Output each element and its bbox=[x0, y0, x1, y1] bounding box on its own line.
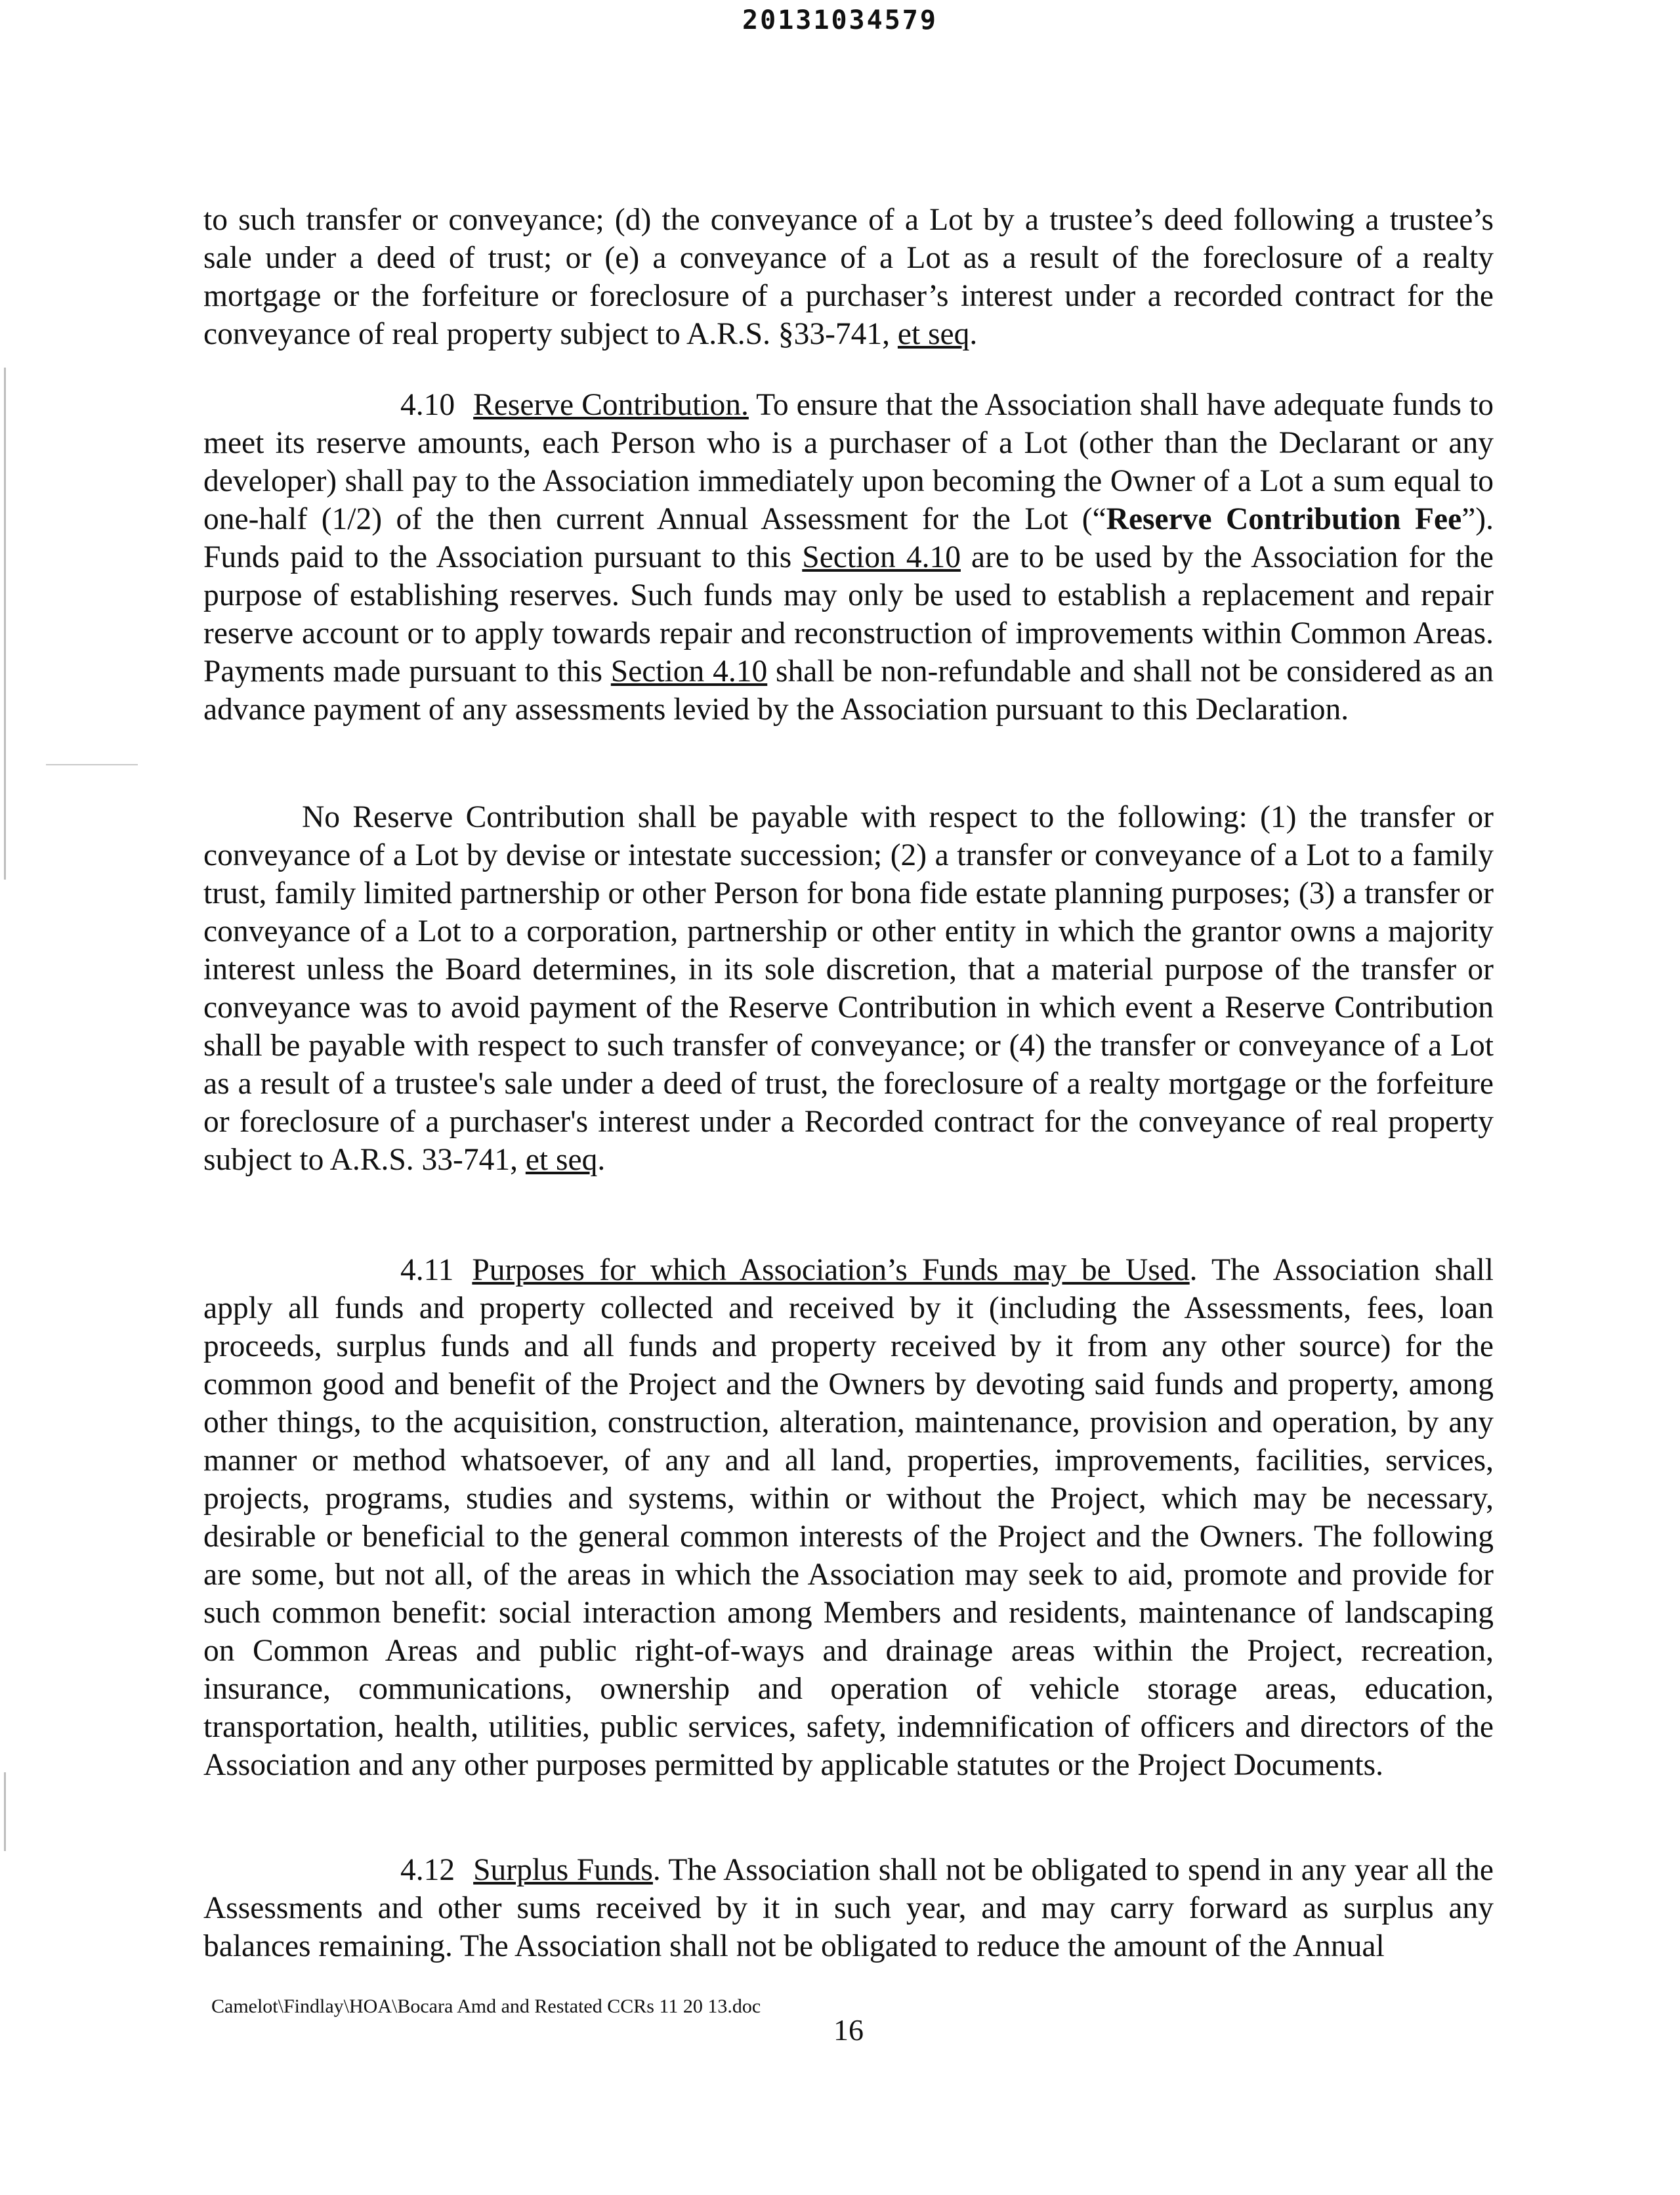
section-number: 4.11 bbox=[400, 1253, 454, 1287]
scan-dash-mark bbox=[46, 764, 138, 765]
section-text: ”). Funds paid to the Association pursuant to this bbox=[203, 502, 1494, 574]
scan-margin-line bbox=[4, 1772, 6, 1851]
et-seq: et seq bbox=[897, 317, 970, 351]
et-seq: et seq bbox=[525, 1143, 598, 1177]
section-4-10 bbox=[203, 386, 1494, 729]
section-heading: Surplus Funds bbox=[473, 1853, 653, 1887]
no-reserve-paragraph bbox=[203, 798, 1494, 1179]
scan-margin-line bbox=[4, 368, 6, 880]
paragraph-end: . bbox=[969, 317, 978, 351]
section-heading: Reserve Contribution. bbox=[473, 388, 749, 422]
paragraph-text: to such transfer or conveyance; (d) the conveyance of a Lot by a trustee’s deed following a trustee’s sale under a deed of trust; or (e) a conveyance of a Lot as a result of the foreclosure of a realty mortgage or the forfeiture or foreclosure of a purchaser’s interest under a recorded contract for the conveyance of real property subject to A.R.S. §33-741, bbox=[203, 203, 1494, 351]
section-heading: Purposes for which Association’s Funds may be Used bbox=[472, 1253, 1190, 1287]
section-text: To ensure that the Association shall have adequate funds to meet its reserve amounts, each Person who is a purchaser of a Lot (other than the Declarant or any developer) shall pay to the Association immediately upon becoming the Owner of a Lot a sum equal to one-half (1/2) of the then current Annual Assessment for the Lot (“ bbox=[203, 388, 1494, 536]
paragraph-continuation bbox=[203, 201, 1494, 353]
document-number: 20131034579 bbox=[742, 5, 938, 35]
section-text: are to be used by the Association for the purpose of establishing reserves. Such funds may only be used to establish a replacement and repair reserve account or to apply towards repair and reconstruction of improvements within Common Areas. Payments made pursuant to this bbox=[203, 540, 1494, 689]
defined-term: Reserve Contribution Fee bbox=[1106, 502, 1462, 536]
section-text: . The Association shall not be obligated to spend in any year all the Assessments and other sums received by it in such year, and may carry forward as surplus any balances remaining. The Association shall not be obligated to reduce the amount of the Annual bbox=[203, 1853, 1494, 1963]
section-reference: Section 4.10 bbox=[802, 540, 961, 574]
section-text: . The Association shall apply all funds and property collected and received by it (including the Assessments, fees, loan proceeds, surplus funds and all funds and property received by it from any other source) for the common good and benefit of the Project and the Owners by devoting said funds and property, among other things, to the acquisition, construction, alteration, maintenance, provision and operation, by any manner or method whatsoever, of any and all land, properties, improvements, facilities, services, projects, programs, studies and systems, within or without the Project, which may be necessary, desirable or beneficial to the general common interests of the Project and the Owners. The following are some, but not all, of the areas in which the Association may seek to aid, promote and provide for such common benefit: social interaction among Members and residents, maintenance of landscaping on Common Areas and public right-of-ways and drainage areas within the Project, recreation, insurance, communications, ownership and operation of vehicle storage areas, education, transportation, health, utilities, public services, safety, indemnification of officers and directors of the Association and any other purposes permitted by applicable statutes or the Project Documents. bbox=[203, 1253, 1494, 1782]
section-reference: Section 4.10 bbox=[610, 654, 768, 689]
section-number: 4.10 bbox=[400, 388, 455, 422]
section-4-12 bbox=[203, 1851, 1494, 1965]
paragraph-text: No Reserve Contribution shall be payable with respect to the following: (1) the transfer or conveyance of a Lot by devise or intestate succession; (2) a transfer or conveyance of a Lot to a family trust, family limited partnership or other Person for bona fide estate planning purposes; (3) a transfer or conveyance of a Lot to a corporation, partnership or other entity in which the grantor owns a majority interest unless the Board determines, in its sole discretion, that a material purpose of the transfer or conveyance was to avoid payment of the Reserve Contribution in which event a Reserve Contribution shall be payable with respect to such transfer of conveyance; or (4) the transfer or conveyance of a Lot as a result of a trustee's sale under a deed of trust, the foreclosure of a realty mortgage or the forfeiture or foreclosure of a purchaser's interest under a Recorded contract for the conveyance of real property subject to A.R.S. 33-741, bbox=[203, 800, 1494, 1177]
footer-file-path: Camelot\Findlay\HOA\Bocara Amd and Restated CCRs 11 20 13.doc bbox=[211, 1995, 761, 2017]
page-number: 16 bbox=[833, 2013, 864, 2047]
section-4-11 bbox=[203, 1251, 1494, 1784]
paragraph-end: . bbox=[597, 1143, 606, 1177]
section-number: 4.12 bbox=[400, 1853, 455, 1887]
section-text: shall be non-refundable and shall not be considered as an advance payment of any assessments levied by the Association pursuant to this Declaration. bbox=[203, 654, 1494, 727]
